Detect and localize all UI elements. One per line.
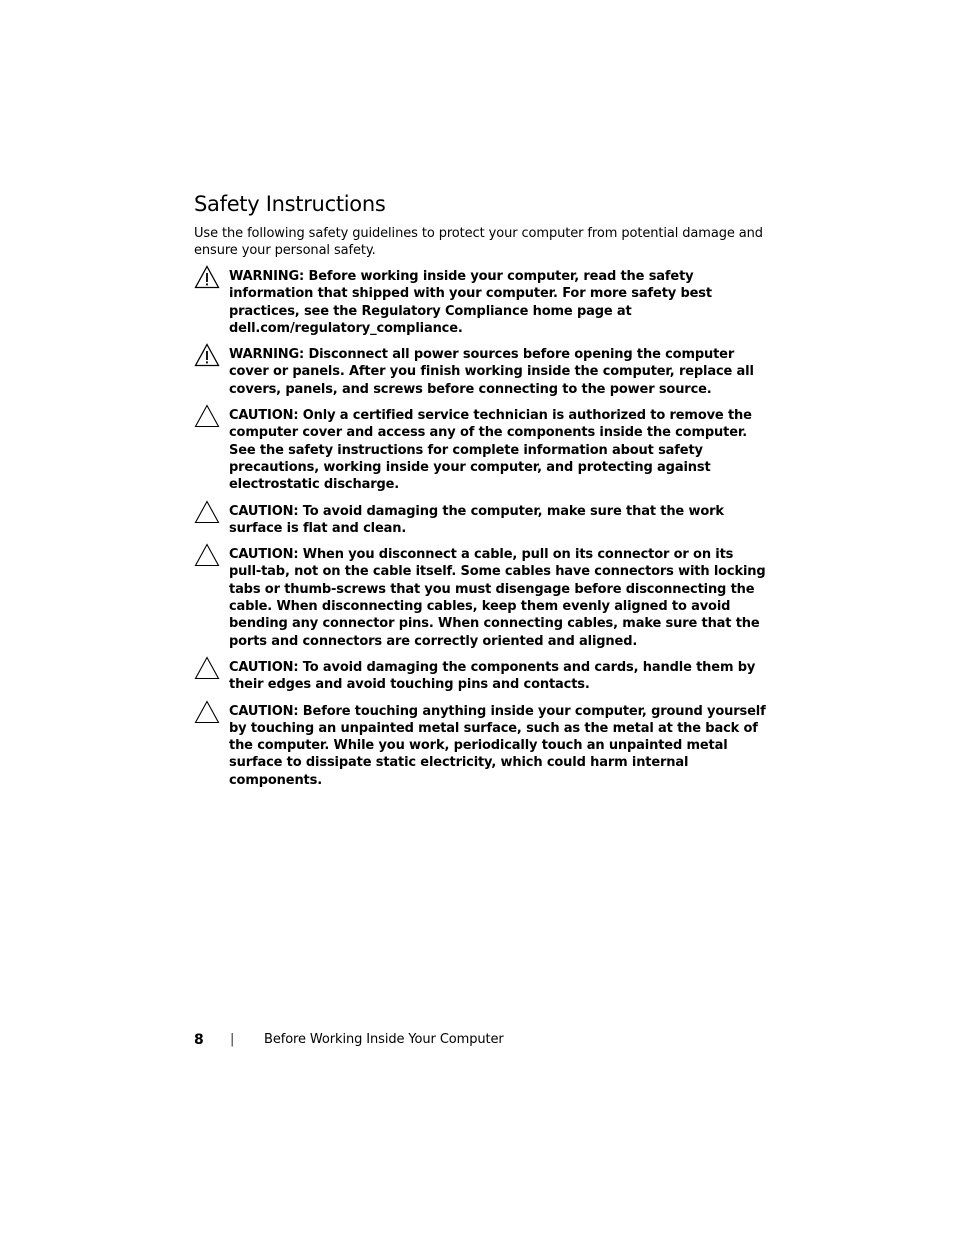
caution-icon (194, 543, 220, 567)
page-number: 8 (194, 1032, 204, 1048)
page-footer (194, 1031, 504, 1049)
running-title: Before Working Inside Your Computer (264, 1032, 504, 1047)
caution-icon (194, 656, 220, 680)
warning-icon (194, 265, 220, 289)
notice-text: CAUTION: Before touching anything inside your computer, ground yourself by touching an unpainted metal surface, such as the metal at the back of the computer. While you work, periodically touch an unpainted metal surface to dissipate static electricity, which could harm internal components. (229, 703, 766, 788)
caution-icon (194, 404, 220, 428)
intro-paragraph: Use the following safety guidelines to protect your computer from potential damage and ensure your personal safety. (194, 226, 763, 258)
notice-text: CAUTION: To avoid damaging the computer, make sure that the work surface is flat and clean. (229, 503, 724, 536)
caution-notice (194, 407, 774, 493)
warning-notice (194, 268, 774, 337)
notice-text: CAUTION: When you disconnect a cable, pull on its connector or on its pull-tab, not on the cable itself. Some cables have connectors with locking tabs or thumb-screws that you must disengage before disconnecting the cable. When disconnecting cables, keep them evenly aligned to avoid bending any connector pins. When connecting cables, make sure that the ports and connectors are correctly oriented and aligned. (229, 547, 766, 649)
warning-notice (194, 346, 774, 398)
notice-text: CAUTION: Only a certified service technician is authorized to remove the computer cover and access any of the components inside the computer. See the safety instructions for complete information about safety precautions, working inside your computer, and protecting against electrostatic discharge. (229, 408, 752, 493)
caution-icon (194, 700, 220, 724)
caution-notice (194, 659, 774, 694)
page-title: Safety Instructions (194, 192, 386, 216)
notice-text: CAUTION: To avoid damaging the components and cards, handle them by their edges and avoid touching pins and contacts. (229, 659, 756, 693)
warning-icon (194, 343, 220, 367)
caution-notice (194, 546, 774, 650)
footer-divider: | (230, 1032, 235, 1047)
notice-list (194, 268, 774, 798)
caution-notice (194, 503, 774, 538)
notice-text: WARNING: Before working inside your computer, read the safety information that shipped with your computer. For more safety best practices, see the Regulatory Compliance home page at dell.com/regulatory_compliance. (229, 269, 712, 336)
notice-text: WARNING: Disconnect all power sources before opening the computer cover or panels. After you finish working inside the computer, replace all covers, panels, and screws before connecting to the power source. (229, 347, 754, 397)
caution-notice (194, 703, 774, 789)
caution-icon (194, 500, 220, 524)
